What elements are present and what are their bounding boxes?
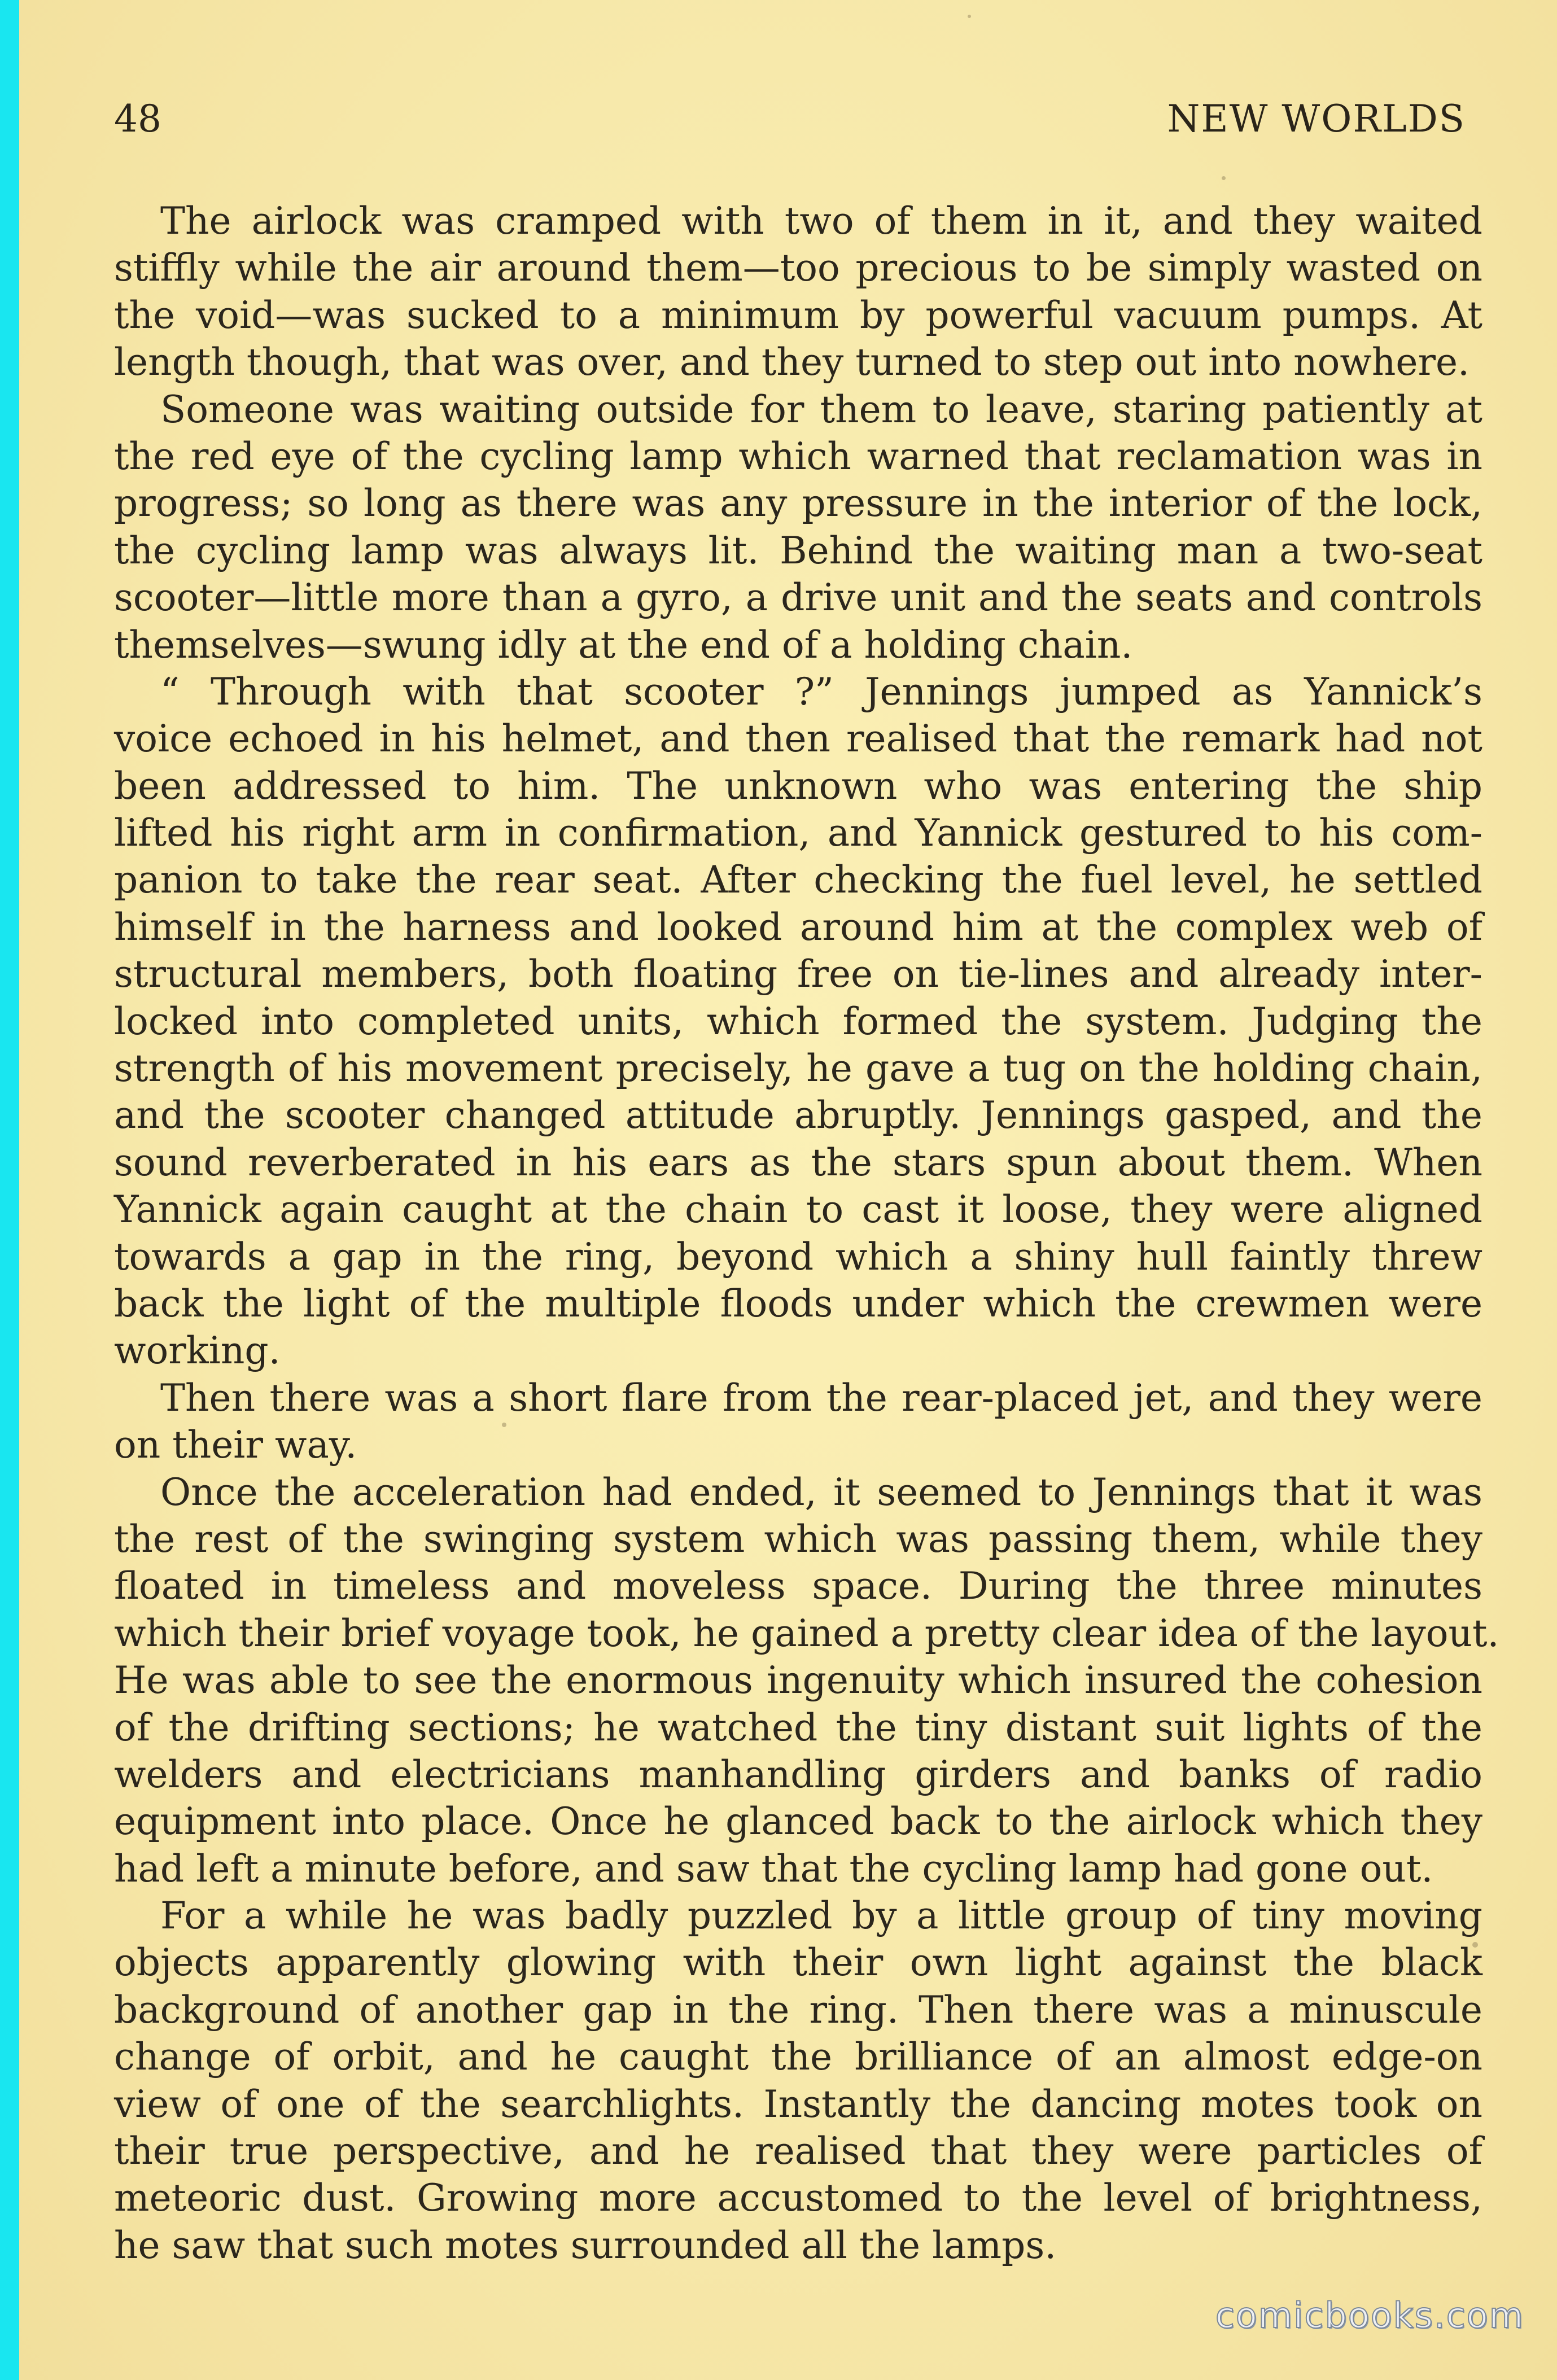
text-line: himself in the harness and looked around him at the complex web of (114, 905, 1482, 949)
running-title: NEW WORLDS (1167, 97, 1466, 141)
page-header (114, 97, 1466, 148)
text-line: For a while he was badly puzzled by a little group of tiny moving (160, 1894, 1482, 1938)
text-line: which their brief voyage took, he gained a pretty clear idea of the layout. (114, 1611, 1499, 1655)
text-line: voice echoed in his helmet, and then realised that the remark had not (114, 717, 1482, 761)
text-line: been addressed to him. The unknown who was entering the ship (114, 764, 1482, 808)
watermark: comicbooks.com (1215, 2295, 1524, 2336)
text-line: Once the acceleration had ended, it seemed to Jennings that it was (160, 1470, 1482, 1514)
text-line: meteoric dust. Growing more accustomed to the level of brightness, (114, 2176, 1482, 2220)
text-line: equipment into place. Once he glanced back to the airlock which they (114, 1800, 1482, 1844)
text-line: had left a minute before, and saw that the cycling lamp had gone out. (114, 1847, 1433, 1891)
text-line: length though, that was over, and they turned to step out into nowhere. (114, 340, 1470, 384)
scan-edge-stripe (0, 0, 19, 2380)
text-line: The airlock was cramped with two of them in it, and they waited (160, 199, 1482, 243)
paper-speck (1472, 1942, 1478, 1948)
text-line: view of one of the searchlights. Instantly the dancing motes took on (114, 2082, 1482, 2126)
text-line: floated in timeless and moveless space. During the three minutes (114, 1564, 1482, 1608)
text-line: towards a gap in the ring, beyond which a shiny hull faintly threw (114, 1235, 1482, 1279)
text-line: stiffly while the air around them—too precious to be simply wasted on (114, 246, 1482, 290)
text-line: progress; so long as there was any pressure in the interior of the lock, (114, 482, 1482, 526)
text-line: change of orbit, and he caught the brilliance of an almost edge-on (114, 2035, 1482, 2079)
text-line: themselves—swung idly at the end of a holding chain. (114, 623, 1133, 667)
text-line: Yannick again caught at the chain to cast it loose, they were aligned (114, 1188, 1482, 1232)
text-line: the cycling lamp was always lit. Behind the waiting man a two-seat (114, 528, 1482, 572)
paper-speck (968, 15, 971, 18)
text-line: and the scooter changed attitude abruptly. Jennings gasped, and the (114, 1093, 1482, 1138)
paper-speck (502, 1423, 506, 1427)
book-page (19, 0, 1557, 2380)
text-line: structural members, both floating free on tie-lines and already inter- (114, 952, 1482, 996)
text-line: back the light of the multiple floods under which the crewmen were (114, 1281, 1482, 1325)
text-line: the void—was sucked to a minimum by powerful vacuum pumps. At (114, 293, 1482, 337)
text-line: He was able to see the enormous ingenuity which insured the cohesion (114, 1659, 1482, 1703)
text-line: lifted his right arm in confirmation, and Yannick gestured to his com- (114, 811, 1482, 855)
text-line: locked into completed units, which formed the system. Judging the (114, 999, 1482, 1043)
text-line: of the drifting sections; he watched the tiny distant suit lights of the (114, 1705, 1482, 1749)
text-line: on their way. (114, 1423, 357, 1467)
text-line: “ Through with that scooter ?” Jennings jumped as Yannick’s (160, 670, 1482, 714)
text-line: panion to take the rear seat. After checking the fuel level, he settled (114, 858, 1482, 902)
text-line: background of another gap in the ring. Then there was a minuscule (114, 1988, 1482, 2032)
text-line: objects apparently glowing with their own light against the black (114, 1941, 1482, 1985)
text-line: welders and electricians manhandling girders and banks of radio (114, 1752, 1482, 1796)
text-line: scooter—little more than a gyro, a drive unit and the seats and controls (114, 576, 1482, 620)
text-line: Then there was a short flare from the rear-placed jet, and they were (160, 1376, 1482, 1420)
text-line: the red eye of the cycling lamp which warned that reclamation was in (114, 434, 1482, 478)
text-line: strength of his movement precisely, he gave a tug on the holding chain, (114, 1047, 1482, 1091)
page-number: 48 (114, 97, 161, 141)
text-line: working. (114, 1329, 281, 1373)
text-line: their true perspective, and he realised that they were particles of (114, 2129, 1482, 2173)
text-line: sound reverberated in his ears as the stars spun about them. When (114, 1140, 1482, 1184)
body-text (114, 198, 1499, 2269)
text-line: he saw that such motes surrounded all the lamps. (114, 2223, 1057, 2267)
text-line: Someone was waiting outside for them to leave, staring patiently at (160, 387, 1482, 431)
paper-speck (1222, 176, 1226, 180)
text-line: the rest of the swinging system which was passing them, while they (114, 1517, 1482, 1561)
